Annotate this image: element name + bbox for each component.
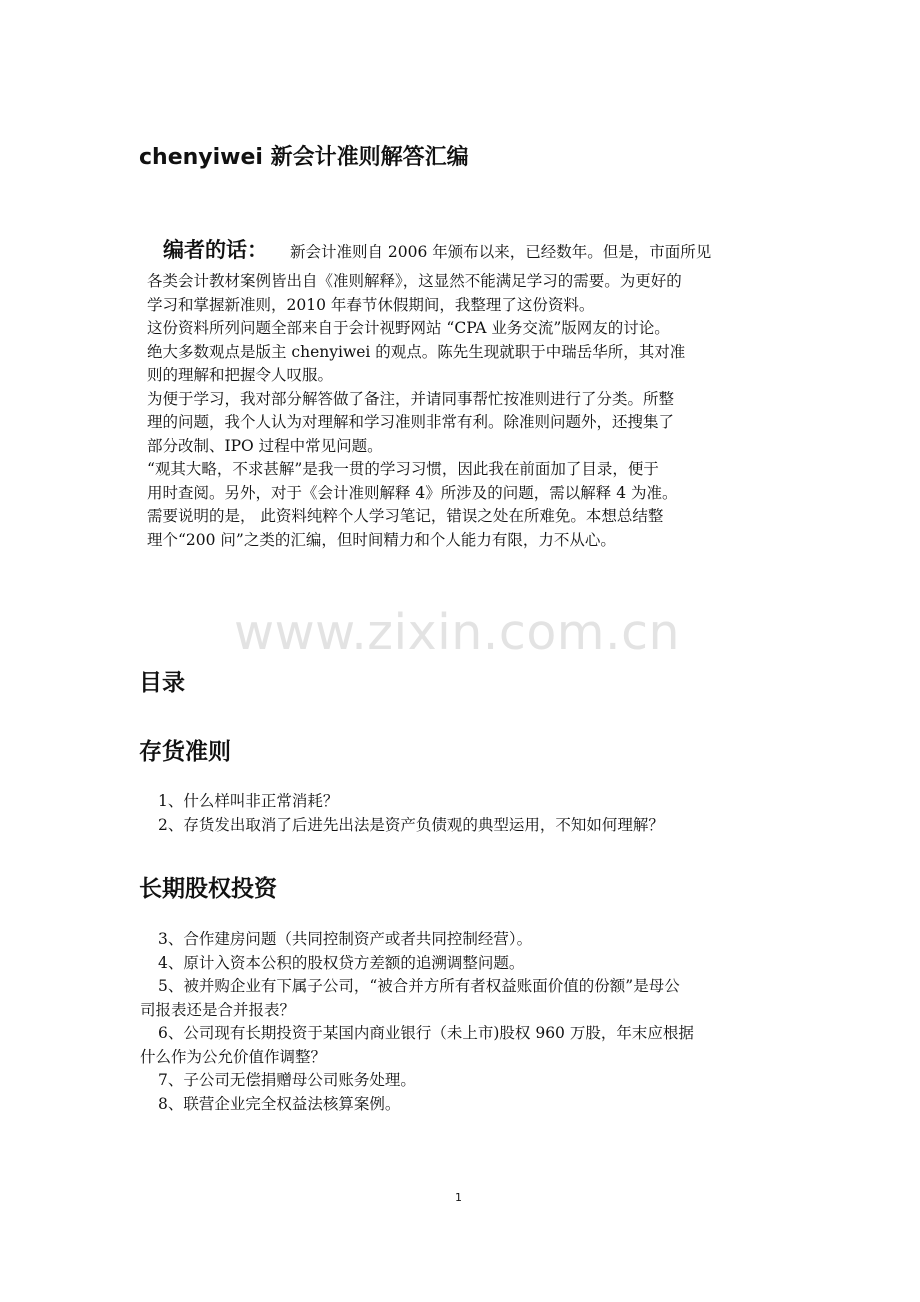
preface: [147, 232, 787, 552]
preface-line: “观其大略，不求甚解”是我一贯的学习习惯，因此我在前面加了目录，便于: [147, 460, 659, 478]
toc-heading: 目录: [139, 670, 185, 696]
toc-item-continuation[interactable]: 司报表还是合并报表？: [140, 1000, 296, 1019]
preface-line: 用时查阅。另外，对于《会计准则解释 4》所涉及的问题，需以解释 4 为准。: [147, 483, 678, 502]
section-title-inventory: 存货准则: [139, 739, 231, 765]
editor-note-label: 编者的话：: [163, 238, 268, 262]
preface-first-line: [147, 232, 787, 270]
preface-line: 绝大多数观点是版主 chenyiwei 的观点。陈先生现就职于中瑞岳华所，其对准: [147, 342, 686, 361]
toc-item[interactable]: 4、原计入资本公积的股权贷方差额的追溯调整问题。: [158, 953, 525, 972]
preface-line: 这份资料所列问题全部来自于会计视野网站 “CPA 业务交流”版网友的讨论。: [147, 319, 670, 337]
toc-list-inventory: [140, 790, 790, 837]
toc-item[interactable]: 2、存货发出取消了后进先出法是资产负债观的典型运用，不知如何理解？: [158, 815, 664, 834]
toc-item-continuation[interactable]: 什么作为公允价值作调整？: [140, 1047, 327, 1066]
preface-text: 新会计准则自 2006 年颁布以来，已经数年。但是，市面所见: [290, 243, 712, 261]
preface-line: 各类会计教材案例皆出自《准则解释》，这显然不能满足学习的需要。为更好的: [147, 272, 682, 290]
toc-item[interactable]: 7、子公司无偿捐赠母公司账务处理。: [158, 1071, 416, 1089]
watermark: www.zixin.com.cn: [234, 604, 681, 661]
preface-line: 学习和掌握新准则，2010 年春节休假期间，我整理了这份资料。: [147, 295, 595, 314]
page-number: 1: [455, 1191, 462, 1204]
preface-line: 部分改制、IPO 过程中常见问题。: [147, 436, 383, 455]
toc-item[interactable]: 8、联营企业完全权益法核算案例。: [158, 1094, 401, 1113]
preface-line: 则的理解和把握令人叹服。: [147, 366, 334, 384]
document-title: chenyiwei 新会计准则解答汇编: [139, 145, 469, 170]
toc-item[interactable]: 6、公司现有长期投资于某国内商业银行（未上市)股权 960 万股，年末应根据: [158, 1024, 694, 1042]
toc-list-long-term-equity: [140, 928, 790, 1116]
preface-line: 理的问题，我个人认为对理解和学习准则非常有利。除准则问题外，还搜集了: [147, 413, 675, 431]
preface-line: 需要说明的是， 此资料纯粹个人学习笔记，错误之处在所难免。本想总结整: [147, 507, 664, 525]
preface-line: 理个“200 问”之类的汇编，但时间精力和个人能力有限，力不从心。: [147, 530, 616, 549]
preface-line: 为便于学习，我对部分解答做了备注，并请同事帮忙按准则进行了分类。所整: [147, 389, 675, 408]
toc-item[interactable]: 3、合作建房问题（共同控制资产或者共同控制经营）。: [158, 930, 533, 948]
toc-item[interactable]: 1、什么样叫非正常消耗？: [158, 792, 339, 810]
section-title-long-term-equity: 长期股权投资: [139, 876, 277, 902]
toc-item[interactable]: 5、被并购企业有下属子公司，“被合并方所有者权益账面价值的份额”是母公: [158, 977, 680, 995]
